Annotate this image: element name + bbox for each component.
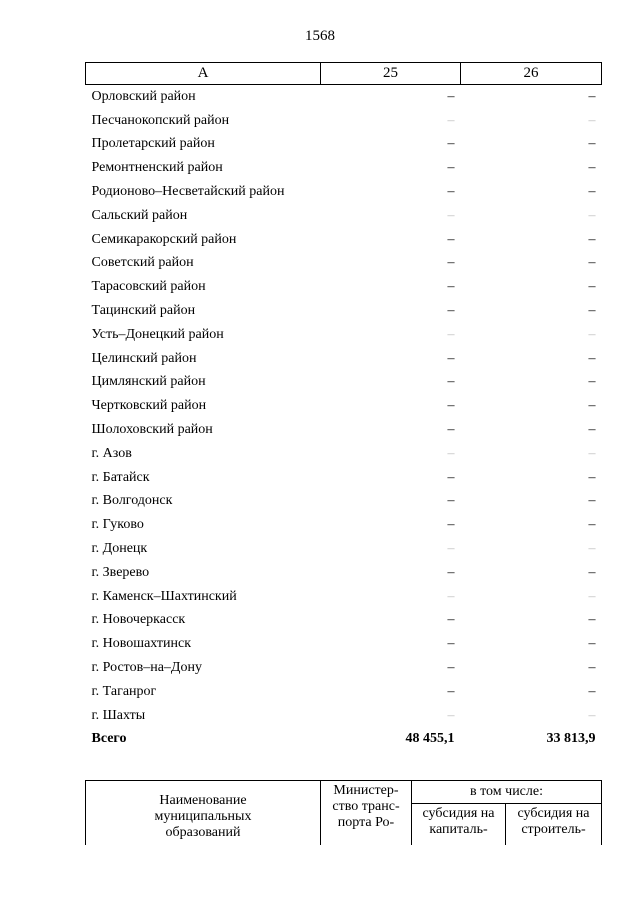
value-col-25 <box>321 537 461 561</box>
table-row <box>86 347 602 371</box>
table-row <box>86 490 602 514</box>
municipality-name: Чертковский район <box>91 398 207 414</box>
municipality-name: Цимлянский район <box>91 374 206 390</box>
table-row <box>86 513 602 537</box>
dash-mark: – <box>588 350 596 366</box>
header-subsidy-construction: субсидия на строитель- <box>506 804 602 849</box>
value-col-26 <box>461 656 602 680</box>
municipality-name: Сальский район <box>91 207 188 223</box>
dash-mark: – <box>447 422 455 438</box>
header-subsidy-capital: субсидия на капиталь- <box>412 804 506 849</box>
dash-mark: – <box>447 88 455 104</box>
value-col-25 <box>321 680 461 704</box>
dash-mark: – <box>588 303 596 319</box>
value-col-25 <box>321 85 461 109</box>
total-label: Всего <box>91 731 127 747</box>
table-row <box>86 442 602 466</box>
value-col-25 <box>321 418 461 442</box>
value-col-25 <box>321 490 461 514</box>
value-col-25 <box>321 228 461 252</box>
dash-mark: – <box>447 445 455 461</box>
dash-mark: – <box>447 279 455 295</box>
budget-table <box>85 62 602 751</box>
table-row <box>86 394 602 418</box>
dash-mark: – <box>588 88 596 104</box>
municipality-name: г. Каменск–Шахтинский <box>91 588 237 604</box>
dash-mark: – <box>588 326 596 342</box>
value-col-26 <box>461 632 602 656</box>
value-col-26 <box>461 513 602 537</box>
dash-mark: – <box>447 231 455 247</box>
value-col-25 <box>321 252 461 276</box>
dash-mark: – <box>588 279 596 295</box>
value-col-25 <box>321 442 461 466</box>
dash-mark: – <box>588 564 596 580</box>
municipality-name: Шолоховский район <box>91 422 213 438</box>
value-col-25 <box>321 204 461 228</box>
dash-mark: – <box>588 612 596 628</box>
header-ministry: Министер-ство транс-порта Ро- <box>321 781 412 850</box>
municipality-name: г. Шахты <box>91 707 146 723</box>
dash-mark: – <box>447 493 455 509</box>
municipality-name: г. Азов <box>91 445 132 461</box>
dash-mark: – <box>447 541 455 557</box>
table-body <box>86 85 602 752</box>
municipality-name: г. Ростов–на–Дону <box>91 660 202 676</box>
municipality-name: Родионово–Несветайский район <box>91 184 285 200</box>
page-bottom-margin <box>0 845 640 905</box>
total-col-25: 48 455,1 <box>405 731 455 747</box>
table-row <box>86 180 602 204</box>
municipality-name: г. Донецк <box>91 541 148 557</box>
value-col-25 <box>321 656 461 680</box>
value-col-26 <box>461 418 602 442</box>
municipality-name: Усть–Донецкий район <box>91 326 224 342</box>
value-col-25 <box>321 561 461 585</box>
header-col-25: 25 <box>321 63 461 85</box>
total-row <box>86 728 602 752</box>
table-row <box>86 656 602 680</box>
dash-mark: – <box>588 493 596 509</box>
municipality-name: Семикаракорский район <box>91 231 237 247</box>
header-col-a: А <box>86 63 321 85</box>
municipality-name: Целинский район <box>91 350 197 366</box>
value-col-26 <box>461 585 602 609</box>
dash-mark: – <box>588 160 596 176</box>
dash-mark: – <box>447 184 455 200</box>
table-row <box>86 418 602 442</box>
dash-mark: – <box>588 231 596 247</box>
dash-mark: – <box>588 469 596 485</box>
value-col-25 <box>321 156 461 180</box>
dash-mark: – <box>447 398 455 414</box>
value-col-26 <box>461 609 602 633</box>
municipality-name: г. Таганрог <box>91 683 157 699</box>
value-col-26 <box>461 466 602 490</box>
municipality-name: Ремонтненский район <box>91 160 223 176</box>
dash-mark: – <box>447 255 455 271</box>
value-col-26 <box>461 442 602 466</box>
municipality-name: г. Новошахтинск <box>91 636 192 652</box>
municipality-name: Советский район <box>91 255 194 271</box>
table-row <box>86 466 602 490</box>
dash-mark: – <box>447 683 455 699</box>
value-col-26 <box>461 490 602 514</box>
value-col-26 <box>461 680 602 704</box>
municipality-name: Тацинский район <box>91 303 196 319</box>
value-col-25 <box>321 585 461 609</box>
table-row <box>86 561 602 585</box>
dash-mark: – <box>588 255 596 271</box>
value-col-26 <box>461 275 602 299</box>
value-col-26 <box>461 133 602 157</box>
dash-mark: – <box>447 660 455 676</box>
municipality-name: г. Гуково <box>91 517 144 533</box>
value-col-25 <box>321 609 461 633</box>
value-col-25 <box>321 275 461 299</box>
municipality-name: Орловский район <box>91 88 196 104</box>
value-col-26 <box>461 347 602 371</box>
table-row <box>86 85 602 109</box>
table-row <box>86 704 602 728</box>
municipality-name: Тарасовский район <box>91 279 206 295</box>
dash-mark: – <box>447 636 455 652</box>
table-row <box>86 585 602 609</box>
value-col-25 <box>321 347 461 371</box>
table-row <box>86 156 602 180</box>
dash-mark: – <box>588 398 596 414</box>
value-col-25 <box>321 371 461 395</box>
table-row <box>86 275 602 299</box>
dash-mark: – <box>588 636 596 652</box>
value-col-25 <box>321 109 461 133</box>
value-col-26 <box>461 156 602 180</box>
dash-mark: – <box>588 541 596 557</box>
dash-mark: – <box>447 112 455 128</box>
value-col-25 <box>321 513 461 537</box>
dash-mark: – <box>588 136 596 152</box>
dash-mark: – <box>588 683 596 699</box>
value-col-26 <box>461 371 602 395</box>
dash-mark: – <box>447 326 455 342</box>
table-row <box>86 204 602 228</box>
dash-mark: – <box>447 469 455 485</box>
value-col-26 <box>461 252 602 276</box>
page-number: 1568 <box>305 28 335 44</box>
table-row <box>86 323 602 347</box>
table-row <box>86 109 602 133</box>
value-col-26 <box>461 180 602 204</box>
dash-mark: – <box>447 374 455 390</box>
municipality-name: Пролетарский район <box>91 136 215 152</box>
table-row <box>86 537 602 561</box>
dash-mark: – <box>447 160 455 176</box>
value-col-26 <box>461 299 602 323</box>
table-row <box>86 371 602 395</box>
value-col-26 <box>461 704 602 728</box>
total-col-26: 33 813,9 <box>546 731 596 747</box>
dash-mark: – <box>588 660 596 676</box>
value-col-26 <box>461 85 602 109</box>
dash-mark: – <box>447 517 455 533</box>
table-row <box>86 228 602 252</box>
dash-mark: – <box>447 564 455 580</box>
municipality-name: г. Зверево <box>91 564 150 580</box>
header-col-26: 26 <box>461 63 602 85</box>
dash-mark: – <box>588 707 596 723</box>
value-col-26 <box>461 394 602 418</box>
dash-mark: – <box>447 350 455 366</box>
header-municipal-names: Наименование муниципальных образований <box>86 781 321 850</box>
dash-mark: – <box>588 445 596 461</box>
table-row <box>86 252 602 276</box>
dash-mark: – <box>447 136 455 152</box>
value-col-26 <box>461 561 602 585</box>
value-col-25 <box>321 394 461 418</box>
value-col-25 <box>321 632 461 656</box>
value-col-26 <box>461 537 602 561</box>
table-row <box>86 632 602 656</box>
municipality-name: г. Волгодонск <box>91 493 173 509</box>
dash-mark: – <box>447 588 455 604</box>
municipality-name: г. Батайск <box>91 469 150 485</box>
table-row <box>86 680 602 704</box>
dash-mark: – <box>588 422 596 438</box>
value-col-26 <box>461 228 602 252</box>
table-row <box>86 133 602 157</box>
dash-mark: – <box>447 612 455 628</box>
table-row <box>86 299 602 323</box>
table-header-row <box>86 63 602 85</box>
dash-mark: – <box>588 517 596 533</box>
dash-mark: – <box>588 184 596 200</box>
dash-mark: – <box>447 303 455 319</box>
value-col-25 <box>321 133 461 157</box>
dash-mark: – <box>447 707 455 723</box>
municipality-name: Песчанокопский район <box>91 112 230 128</box>
next-table-header <box>85 780 602 849</box>
header-including: в том числе: <box>412 781 602 804</box>
value-col-26 <box>461 204 602 228</box>
value-col-25 <box>321 180 461 204</box>
dash-mark: – <box>447 207 455 223</box>
value-col-25 <box>321 466 461 490</box>
dash-mark: – <box>588 112 596 128</box>
dash-mark: – <box>588 588 596 604</box>
value-col-25 <box>321 299 461 323</box>
municipality-name: г. Новочеркасск <box>91 612 186 628</box>
value-col-25 <box>321 704 461 728</box>
table-row <box>86 609 602 633</box>
value-col-26 <box>461 109 602 133</box>
value-col-25 <box>321 323 461 347</box>
dash-mark: – <box>588 374 596 390</box>
value-col-26 <box>461 323 602 347</box>
dash-mark: – <box>588 207 596 223</box>
